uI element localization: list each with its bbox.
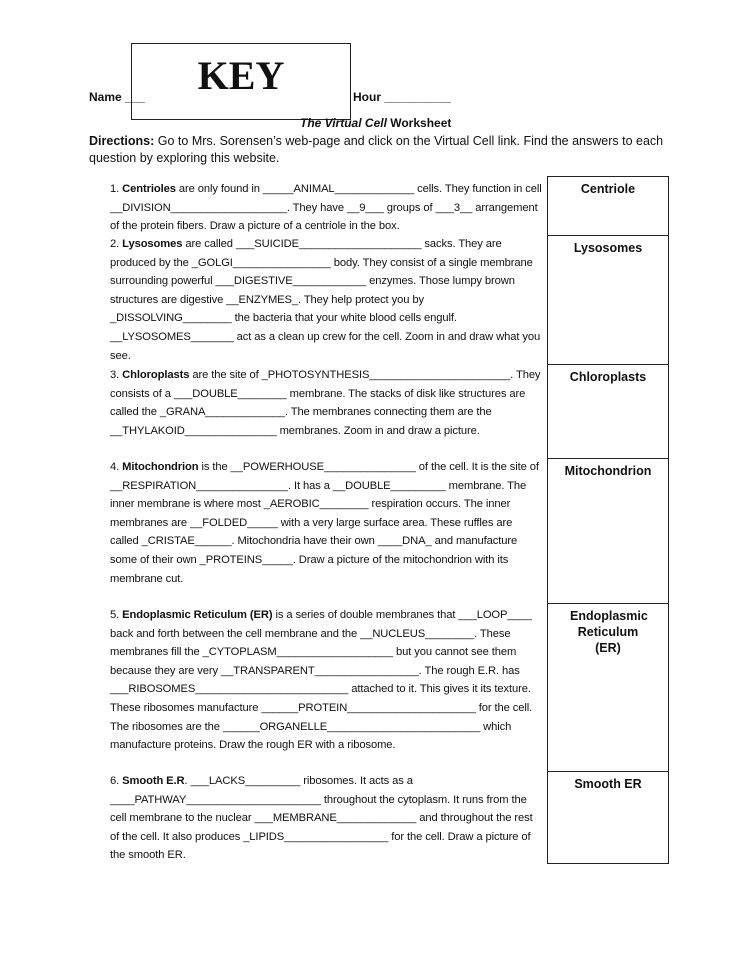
question-text: . ___LACKS_________ ribosomes. It acts as a ____PATHWAY______________________ throughout the cytoplasm. It runs from the cell membrane to the nuclear ___MEMBRANE_____________ and throughout the rest of the cell. It also produces _LIPIDS_________________ for the cell. Draw a picture of the smooth ER. — [110, 775, 533, 862]
box-endoplasmic-reticulum: Endoplasmic Reticulum (ER) — [548, 604, 668, 772]
drawing-boxes-column — [547, 176, 669, 864]
question-text: are the site of _PHOTOSYNTHESIS_______________________. They consists of a ___DOUBLE________ membrane. The stacks of disk like structures are called the _GRANA_____________. The membranes connecting them are the __THYLAKOID_______________ membranes. Zoom in and draw a picture. — [110, 369, 541, 437]
worksheet-title-rest: Worksheet — [386, 116, 452, 130]
hour-field-label: Hour __________ — [353, 90, 452, 104]
question-chloroplasts — [110, 366, 542, 440]
question-term: Smooth E.R — [122, 775, 185, 787]
directions-text: Go to Mrs. Sorensen’s web-page and click on the Virtual Cell link. Find the answers to each question by exploring this website. — [89, 134, 664, 165]
directions-paragraph — [89, 133, 669, 167]
box-chloroplasts: Chloroplasts — [548, 365, 668, 459]
question-number: 2. — [110, 238, 123, 250]
box-mitochondrion: Mitochondrion — [548, 459, 668, 604]
question-text: is the __POWERHOUSE_______________ of the cell. It is the site of __RESPIRATION_______________. It has a __DOUBLE_________ membrane. The inner membrane is where most _AEROBIC________ respiration occurs. The inner membranes are __FOLDED_____ with a very large surface area. These ruffles are called _CRISTAE______. Mitochondria have their own ____DNA_ and manufacture some of their own _PROTEINS_____. Draw a picture of the mitochondrion with its membrane cut. — [110, 461, 539, 585]
question-text: are only found in _____ANIMAL_____________ cells. They function in cell __DIVISION___________________. They have __9___ groups of ___3__ arrangement of the protein fibers. Draw a picture of a centriole in the box. — [110, 183, 542, 233]
question-term: Endoplasmic Reticulum (ER) — [122, 609, 273, 621]
question-number: 5. — [110, 609, 123, 621]
question-centrioles — [110, 180, 542, 236]
key-label: KEY — [197, 53, 285, 98]
question-number: 6. — [110, 775, 123, 787]
worksheet-title-italic: The Virtual Cell — [300, 116, 387, 130]
question-term: Chloroplasts — [122, 369, 190, 381]
question-term: Mitochondrion — [122, 461, 199, 473]
question-term: Lysosomes — [122, 238, 183, 250]
question-text: are called ___SUICIDE____________________ sacks. They are produced by the _GOLGI________________ body. They consist of a single membrane surrounding powerful ___DIGESTIVE____________ enzymes. Those lumpy brown structures are digestive __ENZYMES_. They help protect you by _DISSOLVING________ the bacteria that your white blood cells engulf. __LYSOSOMES_______ act as a clean up crew for the cell. Zoom in and draw what you see. — [110, 238, 541, 362]
question-text: is a series of double membranes that ___LOOP____ back and forth between the cell membrane and the __NUCLEUS________. These membranes fill the _CYTOPLASM___________________ but you cannot see them because they are very __TRANSPARENT_________________. The rough E.R. has ___RIBOSOMES_________________________ attached to it. This gives it its texture. These ribosomes manufacture ______PROTEIN_____________________ for the cell. The ribosomes are the ______ORGANELLE_________________________ which manufacture proteins. Draw the rough ER with a ribosome. — [110, 609, 533, 752]
directions-label: Directions: — [89, 134, 155, 148]
question-number: 3. — [110, 369, 123, 381]
question-smooth-er — [110, 772, 542, 865]
question-number: 4. — [110, 461, 123, 473]
question-number: 1. — [110, 183, 123, 195]
name-field-label: Name ___ — [89, 90, 146, 104]
box-lysosomes: Lysosomes — [548, 236, 668, 365]
question-endoplasmic-reticulum — [110, 606, 542, 755]
worksheet-title — [300, 116, 451, 130]
question-lysosomes — [110, 235, 542, 365]
box-centriole: Centriole — [548, 177, 668, 236]
box-smooth-er: Smooth ER — [574, 777, 642, 791]
question-term: Centrioles — [122, 183, 176, 195]
answer-key-box — [131, 43, 351, 120]
question-mitochondrion — [110, 458, 542, 588]
